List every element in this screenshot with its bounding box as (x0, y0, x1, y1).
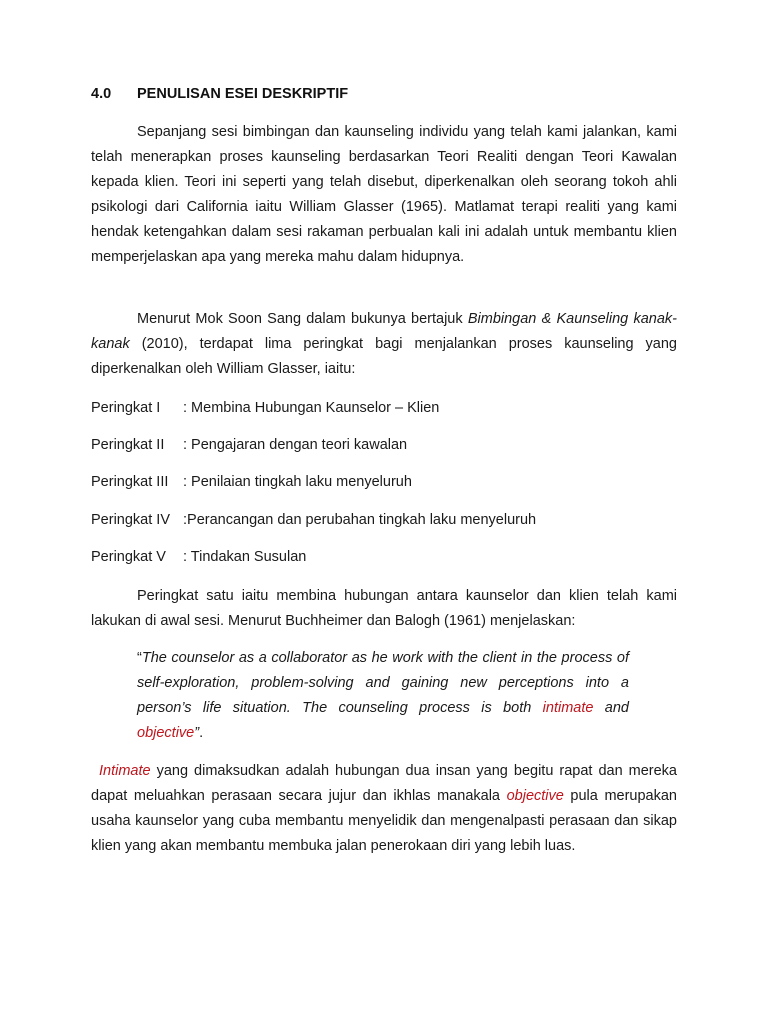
term-intimate: Intimate (99, 763, 151, 779)
quote-and: and (593, 700, 629, 716)
paragraph-stages-intro (91, 307, 677, 382)
paragraph-explanation (91, 759, 677, 859)
section-number: 4.0 (91, 86, 112, 102)
stage-item-3 (91, 472, 412, 492)
stage-label: Peringkat II (91, 437, 165, 453)
section-heading (91, 86, 348, 102)
block-quote (137, 646, 629, 746)
paragraph-stages-end: (2010), terdapat lima peringkat bagi menjalankan proses kaunseling yang diperkenalkan oleh William Glasser, iaitu: (91, 336, 677, 377)
stage-description: : Membina Hubungan Kaunselor – Klien (183, 400, 440, 416)
stage-item-2 (91, 435, 407, 455)
section-title: PENULISAN ESEI DESKRIPTIF (137, 86, 349, 102)
paragraph-stages-start: Menurut Mok Soon Sang dalam bukunya bertajuk (137, 311, 468, 327)
explanation-middle: yang dimaksudkan adalah hubungan dua insan yang begitu rapat dan mereka dapat meluahkan perasaan secara jujur dan ikhlas manakala (91, 763, 677, 804)
explanation-end: pula merupakan usaha kaunselor yang cuba membantu menyelidik dan mengenalpasti perasaan dan sikap klien yang akan membantu membuka jalan penerokaan diri yang lebih luas. (91, 788, 677, 854)
quote-open-mark: “ (137, 650, 142, 666)
stage-label: Peringkat III (91, 474, 169, 490)
quote-close-mark: ” (194, 725, 200, 741)
book-title: Bimbingan & Kaunseling kanak-kanak (91, 311, 677, 352)
stage-label: Peringkat IV (91, 512, 170, 528)
paragraph-intro: Sepanjang sesi bimbingan dan kaunseling individu yang telah kami jalankan, kami telah menerapkan proses kaunseling berdasarkan Teori Realiti dengan Teori Kawalan kepada klien. Teori ini seperti yang telah disebut, diperkenalkan oleh seorang tokoh ahli psikologi dari California iaitu William Glasser (1965). Matlamat terapi realiti yang kami hendak ketengahkan dalam sesi rakaman perbualan kali ini adalah untuk membantu klien memperjelaskan apa yang mereka mahu dalam hidupnya. (91, 124, 677, 265)
quote-emphasis-objective: objective (137, 725, 195, 741)
quote-emphasis-intimate: intimate (542, 700, 594, 716)
stage-item-4 (91, 510, 536, 530)
stage-description: : Penilaian tingkah laku menyeluruh (183, 474, 412, 490)
quote-period: . (199, 725, 204, 741)
stage-description: : Pengajaran dengan teori kawalan (183, 437, 408, 453)
stage-item-1 (91, 398, 439, 418)
stage-label: Peringkat I (91, 400, 161, 416)
stage-description: :Perancangan dan perubahan tingkah laku menyeluruh (183, 512, 537, 528)
stage-description: : Tindakan Susulan (183, 549, 307, 565)
paragraph-stage-one: Peringkat satu iaitu membina hubungan antara kaunselor dan klien telah kami lakukan di awal sesi. Menurut Buchheimer dan Balogh (1961) menjelaskan: (91, 588, 677, 629)
stage-label: Peringkat V (91, 549, 166, 565)
stage-item-5 (91, 547, 306, 567)
term-objective: objective (506, 788, 564, 804)
quote-text: The counselor as a collaborator as he work with the client in the process of self-exploration, problem-solving and gaining new perceptions into a person’s life situation. The counseling process is both (137, 650, 629, 716)
